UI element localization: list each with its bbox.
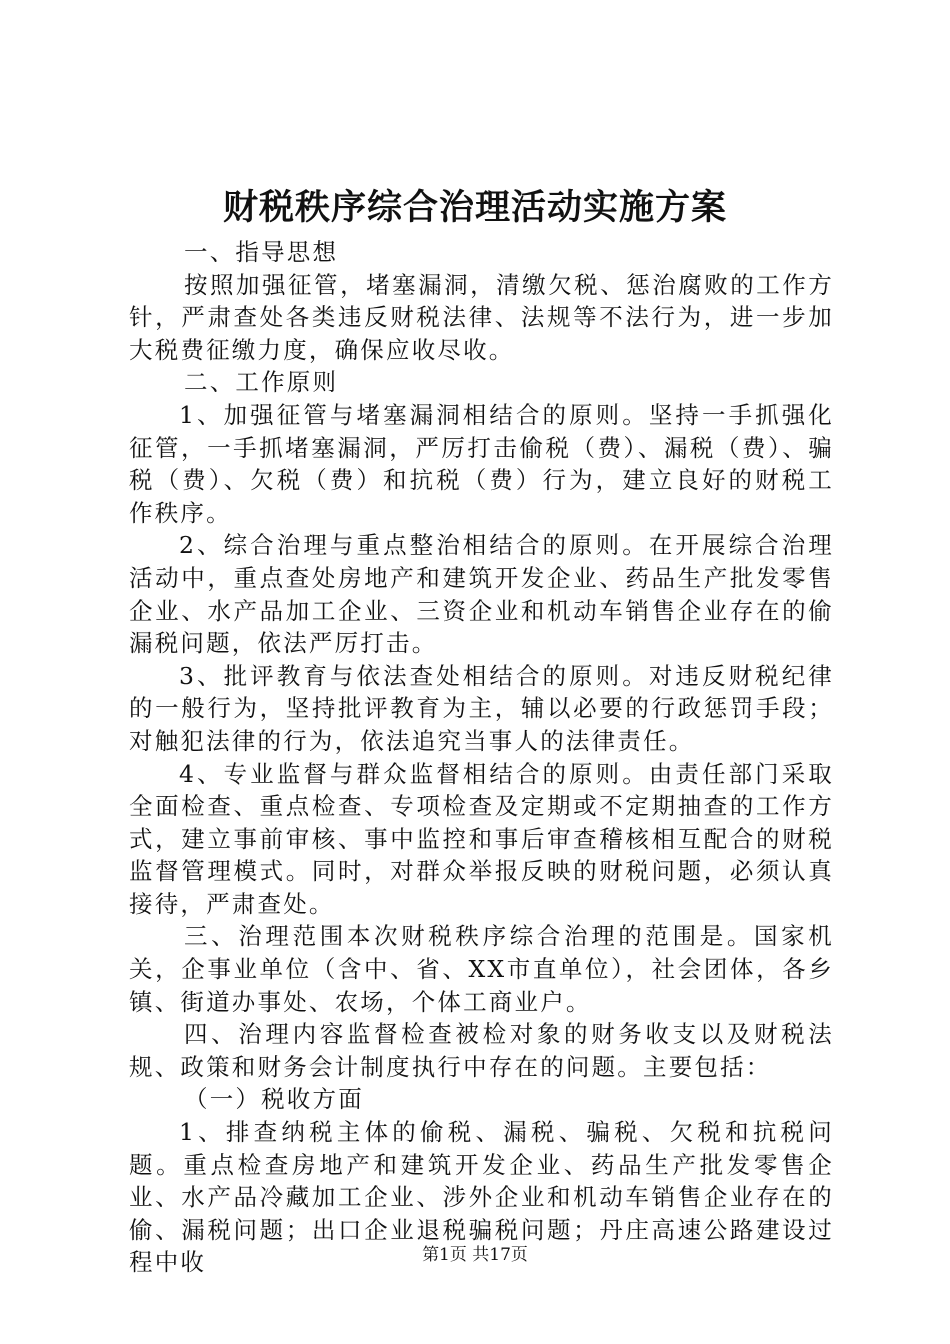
heading-work-principles: 二、工作原则 [184,368,339,397]
paragraph: 按照加强征管，堵塞漏洞，清缴欠税、惩治腐败的工作方针，严肃查处各类违反财税法律、法规等不法行为，进一步加大税费征缴力度，确保应收尽收。 [129,270,834,364]
paragraph: 2、综合治理与重点整治相结合的原则。在开展综合治理活动中，重点查处房地产和建筑开发企业、药品生产批发零售企业、水产品加工企业、三资企业和机动车销售企业存在的偷漏税问题，依法严厉打击。 [129,531,834,658]
heading-guiding-ideology: 一、指导思想 [184,238,339,266]
subheading-tax: （一）税收方面 [184,1085,364,1114]
paragraph: 三、治理范围本次财税秩序综合治理的范围是。国家机关，企事业单位（含中、省、XX市直单位），社会团体，各乡镇、街道办事处、农场，个体工商业户。 [129,922,834,1016]
paragraph: 3、批评教育与依法查处相结合的原则。对违反财税纪律的一般行为，坚持批评教育为主，辅以必要的行政惩罚手段；对触犯法律的行为，依法追究当事人的法律责任。 [129,661,834,755]
paragraph: 四、治理内容监督检查被检对象的财务收支以及财税法规、政策和财务会计制度执行中存在的问题。主要包括： [129,1020,834,1081]
page-number: 第1页 共17页 [422,1245,528,1265]
paragraph: 1、加强征管与堵塞漏洞相结合的原则。坚持一手抓强化征管，一手抓堵塞漏洞，严厉打击偷税（费）、漏税（费）、骗税（费）、欠税（费）和抗税（费）行为，建立良好的财税工作秩序。 [129,400,834,527]
document-body [129,236,834,1279]
document-title: 财税秩序综合治理活动实施方案 [222,187,727,228]
paragraph: 1、排查纳税主体的偷税、漏税、骗税、欠税和抗税问题。重点检查房地产和建筑开发企业、药品生产批发零售企业、水产品冷藏加工企业、涉外企业和机动车销售企业存在的偷、漏税问题；出口企业退税骗税问题；丹庄高速公路建设过程中收 [129,1118,834,1277]
paragraph: 4、专业监督与群众监督相结合的原则。由责任部门采取全面检查、重点检查、专项检查及定期或不定期抽查的工作方式，建立事前审核、事中监控和事后审查稽核相互配合的财税监督管理模式。同时，对群众举报反映的财税问题，必须认真接待，严肃查处。 [129,759,834,918]
